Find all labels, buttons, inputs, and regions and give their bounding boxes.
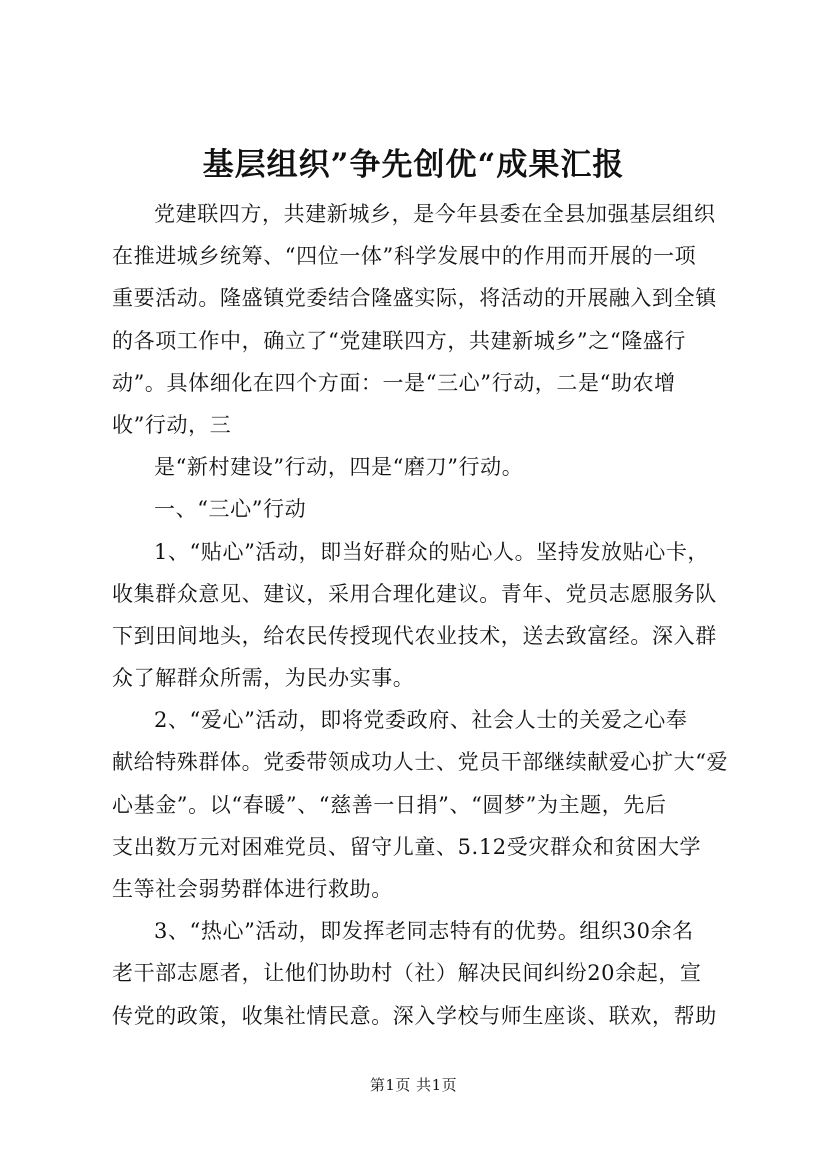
paragraph-line: 老干部志愿者，让他们协助村（社）解决民间纠纷20余起，宣: [112, 961, 702, 986]
document-body: [112, 193, 729, 1037]
paragraph-line: 传党的政策，收集社情民意。深入学校与师生座谈、联欢，帮助: [112, 1003, 717, 1028]
paragraph-line: 生等社会弱势群体进行救助。: [112, 877, 393, 901]
paragraph-line: 2、“爱心”活动，即将党委政府、社会人士的关爱之心奉: [154, 708, 688, 733]
paragraph-line: 收集群众意见、建议，采用合理化建议。青年、党员志愿服务队: [112, 581, 717, 606]
paragraph-line: 众了解群众所需，为民办实事。: [112, 666, 415, 691]
paragraph-line: 献给特殊群体。党委带领成功人士、党员干部继续献爱心扩大“爱: [112, 750, 729, 775]
paragraph-line: 党建联四方，共建新城乡，是今年县委在全县加强基层组织: [154, 202, 716, 226]
page-footer: 第1页 共1页: [369, 1076, 458, 1094]
paragraph-line: 重要活动。隆盛镇党委结合隆盛实际，将活动的开展融入到全镇: [112, 286, 717, 311]
paragraph-line: 一、“三心”行动: [154, 497, 307, 522]
paragraph-line: 动”。具体细化在四个方面：一是“三心”行动，二是“助农增: [112, 370, 676, 395]
paragraph-line: 在推进城乡统筹、“四位一体”科学发展中的作用而开展的一项: [112, 244, 697, 269]
paragraph-line: 1、“贴心”活动，即当好群众的贴心人。坚持发放贴心卡，: [154, 539, 710, 564]
paragraph-line: 支出数万元对困难党员、留守儿童、5.12受灾群众和贫困大学: [112, 834, 702, 859]
paragraph-line: 心基金”。以“春暖”、“慈善一日捐”、“圆梦”为主题，先后: [112, 792, 667, 817]
paragraph-line: 是“新村建设”行动，四是“磨刀”行动。: [154, 455, 524, 480]
paragraph-line: 收”行动，三: [112, 412, 232, 437]
document-title: 基层组织”争先创优“成果汇报: [202, 147, 625, 183]
paragraph-line: 3、“热心”活动，即发挥老同志特有的优势。组织30余名: [154, 919, 694, 944]
paragraph-line: 下到田间地头，给农民传授现代农业技术，送去致富经。深入群: [112, 623, 717, 648]
paragraph-line: 的各项工作中，确立了“党建联四方，共建新城乡”之“隆盛行: [112, 328, 687, 353]
